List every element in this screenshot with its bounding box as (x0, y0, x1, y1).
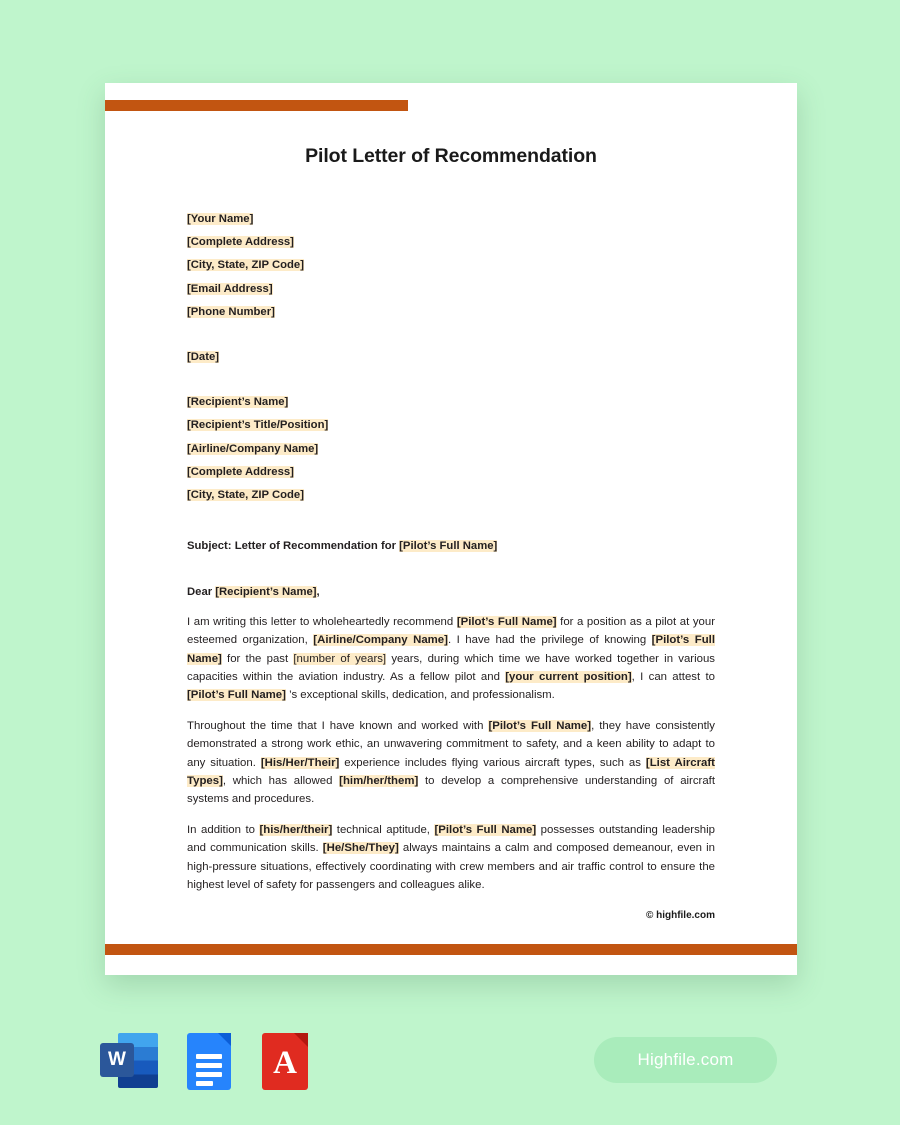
brand-label: Highfile.com (637, 1050, 734, 1069)
word-icon-letter: W (100, 1043, 134, 1077)
sender-address-block (187, 208, 715, 324)
footer-accent-bar (105, 944, 797, 955)
sender-line: [Your Name] (187, 213, 254, 225)
spacer (187, 507, 715, 537)
pdf-icon-page (262, 1033, 308, 1090)
recipient-line: [Recipient’s Name] (187, 396, 289, 409)
brand-button[interactable] (594, 1037, 777, 1083)
recipient-line: [Complete Address] (187, 465, 294, 478)
spacer (187, 601, 715, 613)
recipient-line: [Recipient’s Title/Position] (187, 419, 329, 432)
sender-line: [Email Address] (187, 282, 273, 295)
download-format-list (100, 1030, 312, 1092)
recipient-line: [City, State, ZIP Code] (187, 489, 304, 502)
body-paragraph-1: I am writing this letter to wholeheartedly recommend [Pilot’s Full Name] for a position as a pilot at your esteemed organization, [Airline/Company Name]. I have had the privilege of knowing [Pilot’s Full Name] for the past [number of years] years, during which time we have worked together in various capacities within the aviation industry. As a fellow pilot and [your current position], I can attest to [Pilot’s Full Name] ’s exceptional skills, dedication, and professionalism. (187, 616, 715, 702)
pdf-icon[interactable] (254, 1030, 312, 1092)
body-paragraph-3: In addition to [his/her/their] technical aptitude, [Pilot’s Full Name] possesses outstanding leadership and communication skills. [He/She/They] always maintains a calm and composed demeanour, even in high-pressure situations, effectively coordinating with crew members and air traffic control to ensure the highest level of safety for passengers and colleagues alike. (187, 824, 715, 891)
date-line: [Date] (187, 351, 220, 364)
google-docs-icon-page (187, 1033, 231, 1090)
subject-label: Subject: Letter of Recommendation for (187, 540, 400, 553)
google-docs-icon-line (196, 1081, 213, 1086)
spacer (187, 555, 715, 583)
google-docs-icon-line (196, 1054, 222, 1059)
copyright-notice: © highfile.com (645, 910, 715, 921)
google-docs-icon-line (196, 1072, 222, 1077)
recipient-line: [Airline/Company Name] (187, 442, 319, 455)
recipient-address-block (187, 391, 715, 507)
document-body (187, 208, 715, 894)
word-doc-icon[interactable] (100, 1030, 158, 1092)
sender-line: [Complete Address] (187, 236, 294, 249)
subject-placeholder: [Pilot’s Full Name] (399, 540, 498, 553)
google-docs-icon-line (196, 1063, 222, 1068)
document-page-container (105, 83, 797, 975)
document-page (105, 83, 797, 975)
spacer (187, 324, 715, 346)
pdf-icon-glyph: A (273, 1045, 297, 1081)
body-paragraph-2: Throughout the time that I have known and worked with [Pilot’s Full Name], they have consistently demonstrated a strong work ethic, an unwavering commitment to safety, and a keen ability to adapt to any situation. [His/Her/Their] experience includes flying various aircraft types, such as [List Aircraft Types], which has allowed [him/her/them] to develop a comprehensive understanding of aircraft systems and procedures. (187, 720, 716, 806)
google-docs-icon[interactable] (177, 1030, 235, 1092)
header-accent-bar (105, 100, 408, 111)
spacer (187, 369, 715, 391)
subject-line (187, 537, 715, 555)
google-docs-icon-fold (218, 1033, 231, 1046)
salutation-line: Dear [Recipient’s Name], (187, 586, 320, 599)
sender-line: [City, State, ZIP Code] (187, 259, 304, 272)
page-title: Pilot Letter of Recommendation (305, 145, 597, 167)
sender-line: [Phone Number] (187, 305, 275, 318)
salutation-placeholder: [Recipient’s Name] (215, 586, 317, 599)
